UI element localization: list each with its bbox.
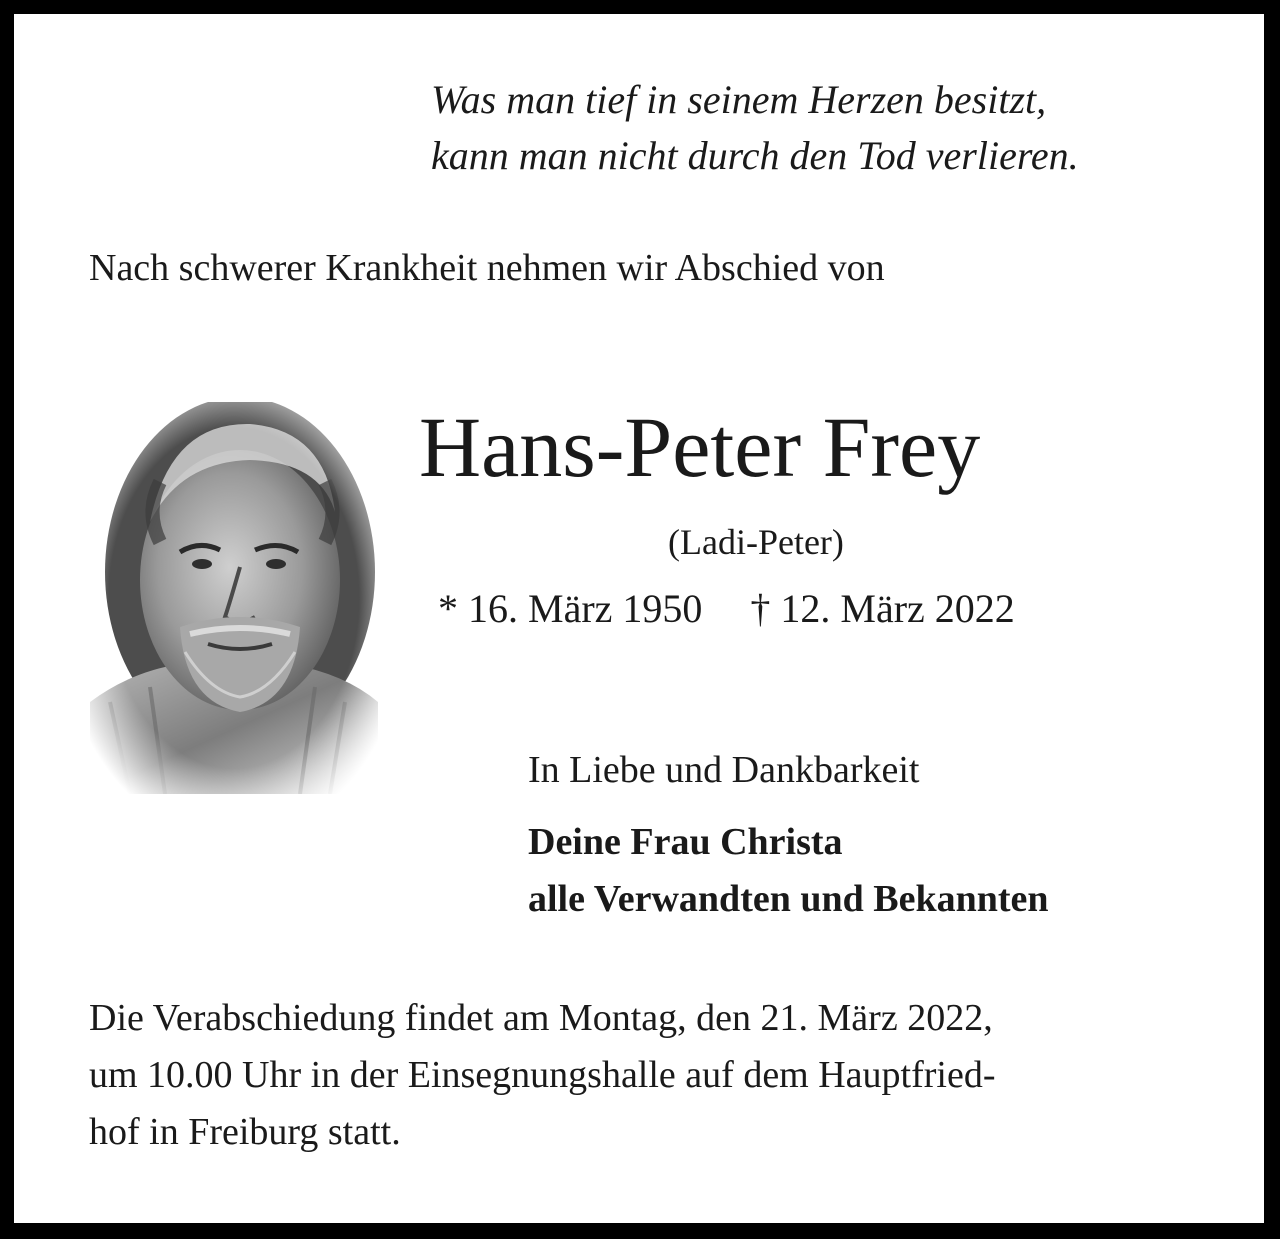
death-cross-icon: † xyxy=(750,586,771,631)
birth-date: 16. März 1950 xyxy=(468,586,703,631)
portrait-photo-image xyxy=(90,402,378,794)
mourners-list xyxy=(528,814,1049,928)
closing-phrase: In Liebe und Dankbarkeit xyxy=(528,749,920,791)
life-dates xyxy=(438,584,1015,634)
mourner-line: Deine Frau Christa xyxy=(528,821,843,863)
intro-text: Nach schwerer Krankheit nehmen wir Abschied von xyxy=(89,247,885,289)
obituary-notice xyxy=(14,14,1264,1223)
birth-symbol-icon: * xyxy=(438,586,458,631)
deceased-nickname: (Ladi-Peter) xyxy=(668,522,844,562)
service-line: um 10.00 Uhr in der Einsegnungshalle auf dem Hauptfried- xyxy=(89,1054,996,1096)
deceased-name: Hans-Peter Frey xyxy=(419,399,981,495)
service-details xyxy=(89,990,996,1161)
death-date: 12. März 2022 xyxy=(780,586,1015,631)
service-line: Die Verabschiedung findet am Montag, den 21. März 2022, xyxy=(89,997,993,1039)
quote-line-1: Was man tief in seinem Herzen besitzt, xyxy=(431,77,1047,122)
service-line: hof in Freiburg statt. xyxy=(89,1111,401,1153)
portrait-photo xyxy=(90,402,378,794)
quote-line-2: kann man nicht durch den Tod verlieren. xyxy=(431,133,1079,178)
memorial-quote xyxy=(431,72,1079,184)
mourner-line: alle Verwandten und Bekannten xyxy=(528,878,1049,920)
